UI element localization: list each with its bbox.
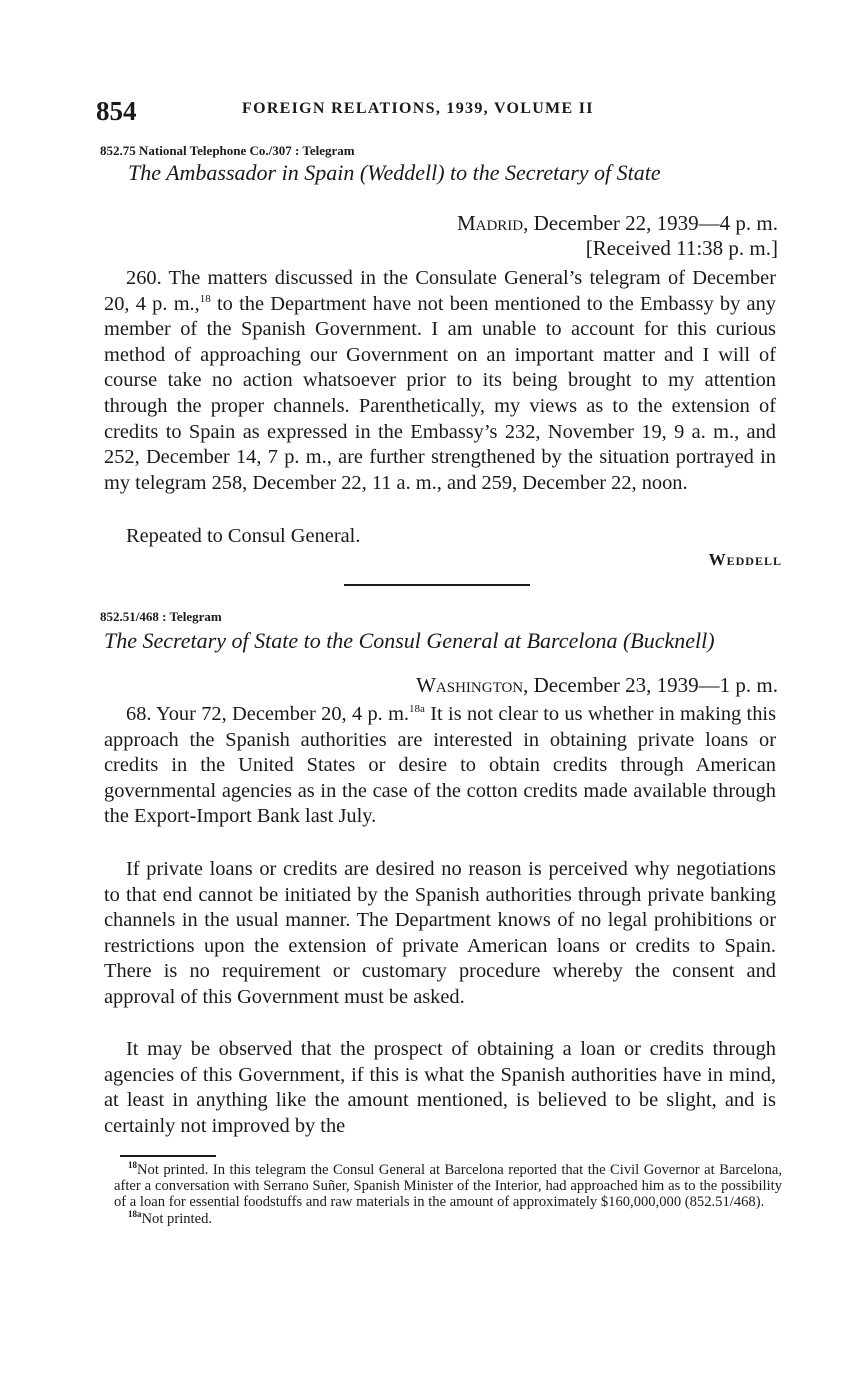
doc2-place: Washington — [416, 673, 524, 697]
doc1-title: The Ambassador in Spain (Weddell) to the Secretary of State — [128, 160, 661, 185]
footnote-18a-text: Not printed. — [141, 1210, 213, 1227]
doc1-date: , December 22, 1939—4 p. m. — [523, 211, 778, 235]
footnote-18 — [114, 1162, 782, 1211]
doc1-paragraph-2: Repeated to Consul General. — [126, 525, 361, 547]
doc1-received: [Received 11:38 p. m.] — [585, 236, 778, 260]
doc2-file-reference: 852.51/468 : Telegram — [100, 609, 222, 624]
doc1-paragraph-1-part-b: to the Department have not been mentioned to the Embassy by any member of the Spanish Government. I am unable to account for this curious method of approaching our Government on an important matter and I will of course take no action whatsoever prior to its being brought to my attention through the proper channels. Parenthetically, my views as to the extension of credits to Spain as expressed in the Embassy’s 232, November 19, 9 a. m., and 252, December 14, 7 p. m., are further strengthened by the situation portrayed in my telegram 258, December 22, 11 a. m., and 259, December 22, noon. — [104, 292, 776, 494]
running-head — [96, 94, 776, 134]
doc1-dateline — [457, 211, 778, 236]
doc2-title: The Secretary of State to the Consul General at Barcelona (Bucknell) — [104, 628, 715, 653]
page-number: 854 — [96, 96, 137, 126]
footnote-18-mark: 18 — [128, 1160, 137, 1171]
footnote-18a — [114, 1208, 782, 1227]
doc2-date: , December 23, 1939—1 p. m. — [523, 673, 778, 697]
doc1-signature: Weddell — [708, 550, 782, 569]
doc1-paragraph-1 — [104, 266, 776, 496]
footnote-ref-18a: 18a — [409, 703, 425, 716]
doc2-paragraph-1 — [104, 702, 776, 830]
footnote-18-text: Not printed. In this telegram the Consul General at Barcelona reported that the Civil Governor at Barcelona, after a conversation with Serrano Suñer, Spanish Minister of the Interior, had approached him as to the possibility of a loan for essential foodstuffs and raw materials in the amount of approximately $160,000,000 (852.51/468). — [114, 1162, 782, 1211]
footnote-18a-mark: 18a — [128, 1208, 142, 1219]
footnote-ref-18: 18 — [199, 292, 211, 305]
footnote-rule — [120, 1155, 216, 1157]
doc2-paragraph-3: It may be observed that the prospect of obtaining a loan or credits through agencies of this Government, if this is what the Spanish authorities have in mind, at least in anything like the amount mentioned, is believed to be slight, and is certainly not improved by the — [104, 1038, 776, 1137]
doc1-place: Madrid — [456, 211, 524, 235]
doc1-file-reference: 852.75 National Telephone Co./307 : Telegram — [100, 143, 355, 158]
section-divider — [344, 584, 530, 586]
doc2-dateline — [416, 673, 778, 698]
doc2-paragraph-2: If private loans or credits are desired no reason is perceived why negotiations to that end cannot be initiated by the Spanish authorities through private banking channels in the usual manner. The Department knows of no legal prohibitions or restrictions upon the extension of private American loans or credits to Spain. There is no requirement or customary procedure whereby the consent and approval of this Government must be asked. — [104, 858, 776, 1008]
running-head-title: FOREIGN RELATIONS, 1939, VOLUME II — [242, 100, 594, 117]
footnotes — [114, 1162, 782, 1227]
doc2-paragraph-1-part-b: It is not clear to us whether in making this approach the Spanish authorities are interested in obtaining private loans or credits in the United States or desire to obtain credits through American governmental agencies as in the case of the cotton credits made available through the Export-Import Bank last July. — [104, 703, 777, 828]
doc2-paragraph-1-part-a: 68. Your 72, December 20, 4 p. m. — [126, 703, 410, 725]
doc1-paragraph-1-part-a: 260. The matters discussed in the Consulate General’s telegram of December 20, 4 p. m., — [104, 267, 776, 315]
